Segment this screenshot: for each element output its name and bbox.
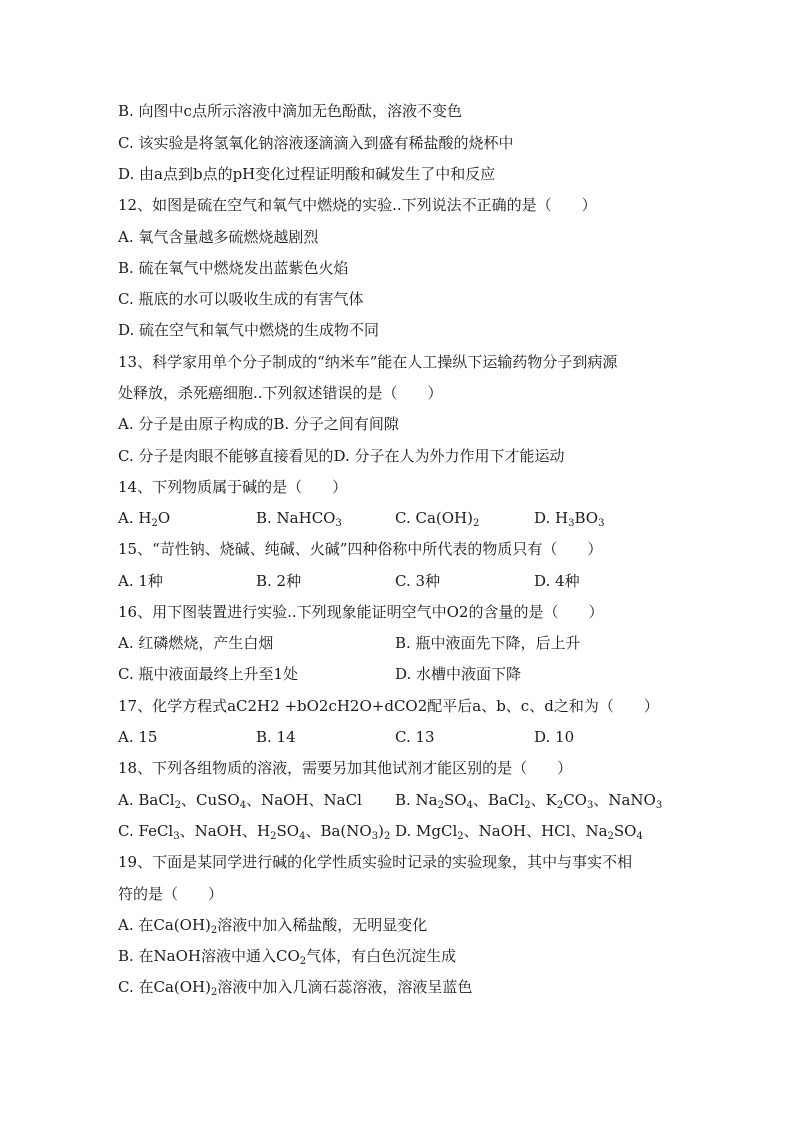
q18-option-a: A. BaCl$_2$、CuSO$_4$、NaOH、NaCl — [118, 791, 362, 811]
q14-option-b: B. NaHCO$_3$ — [256, 509, 342, 529]
q17-option-c: C. 13 — [395, 728, 435, 746]
q16-option-b: B. 瓶中液面先下降，后上升 — [395, 634, 581, 652]
q19-option-a: A. 在$Ca(OH)_2$溶液中加入稀盐酸，无明显变化 — [118, 916, 428, 936]
q14-option-c: C. $Ca(OH)_2$ — [395, 509, 480, 529]
q14-option-a: A. $H_2O$ — [118, 509, 171, 529]
q13-options-cd: C. 分子是肉眼不能够直接看见的D. 分子在人为外力作用下才能运动 — [118, 447, 565, 465]
q17-option-b: B. 14 — [256, 728, 296, 746]
question-18-stem: 18、下列各组物质的溶液，需要另加其他试剂才能区别的是（ ） — [118, 759, 573, 777]
question-15-stem: 15、“苛性钠、烧碱、纯碱、火碱”四种俗称中所代表的物质只有（ ） — [118, 540, 603, 558]
question-13-stem-line1: 13、科学家用单个分子制成的“纳米车”能在人工操纵下运输药物分子到病源 — [118, 353, 618, 371]
q15-option-a: A. 1种 — [118, 572, 163, 590]
option-c-line: C. 该实验是将氢氧化钠溶液逐滴滴入到盛有稀盐酸的烧杯中 — [118, 134, 514, 152]
option-d-line: D. 由a点到b点的pH变化过程证明酸和碱发生了中和反应 — [118, 165, 496, 183]
q19-option-c: C. 在$Ca(OH)_2$溶液中加入几滴石蕊溶液，溶液呈蓝色 — [118, 978, 473, 998]
question-17-stem: 17、化学方程式aC2H2 +bO2cH2O+dCO2配平后a、b、c、d之和为（ ） — [118, 697, 659, 715]
question-19-stem-line2: 符的是（ ） — [118, 885, 224, 903]
q12-option-a: A. 氧气含量越多硫燃烧越剧烈 — [118, 228, 319, 246]
question-14-stem: 14、下列物质属于碱的是（ ） — [118, 478, 348, 496]
q16-option-d: D. 水槽中液面下降 — [395, 665, 522, 683]
q12-option-c: C. 瓶底的水可以吸收生成的有害气体 — [118, 290, 364, 308]
question-19-stem-line1: 19、下面是某同学进行碱的化学性质实验时记录的实验现象，其中与事实不相 — [118, 853, 633, 871]
question-12-stem: 12、如图是硫在空气和氧气中燃烧的实验..下列说法不正确的是（ ） — [118, 196, 597, 214]
q14-option-d: D. $H_3BO_3$ — [534, 509, 605, 529]
q17-option-d: D. 10 — [534, 728, 575, 746]
q15-option-b: B. 2种 — [256, 572, 302, 590]
q13-options-ab: A. 分子是由原子构成的B. 分子之间有间隙 — [118, 415, 399, 433]
q19-option-b: B. 在NaOH溶液中通入$CO_2$气体，有白色沉淀生成 — [118, 947, 457, 967]
q12-option-b: B. 硫在氧气中燃烧发出蓝紫色火焰 — [118, 259, 349, 277]
q15-option-d: D. 4种 — [534, 572, 580, 590]
q17-option-a: A. 15 — [118, 728, 158, 746]
option-b-line: B. 向图中c点所示溶液中滴加无色酚酞，溶液不变色 — [118, 102, 462, 120]
q15-option-c: C. 3种 — [395, 572, 441, 590]
q18-option-b: B. $Na_2SO_4$、BaCl$_2$、$K_2CO_3$、NaNO$_3$ — [395, 791, 663, 811]
q18-option-d: D. MgCl$_2$、NaOH、HCl、$Na_2SO_4$ — [395, 822, 643, 842]
question-16-stem: 16、用下图装置进行实验..下列现象能证明空气中O2的含量的是（ ） — [118, 603, 604, 621]
q16-option-c: C. 瓶中液面最终上升至1处 — [118, 665, 299, 683]
q16-option-a: A. 红磷燃烧，产生白烟 — [118, 634, 274, 652]
q12-option-d: D. 硫在空气和氧气中燃烧的生成物不同 — [118, 321, 380, 339]
question-13-stem-line2: 处释放，杀死癌细胞..下列叙述错误的是（ ） — [118, 384, 443, 402]
q18-option-c: C. FeCl$_3$、NaOH、$H_2SO_4$、$Ba(NO_3)_2$ — [118, 822, 391, 842]
